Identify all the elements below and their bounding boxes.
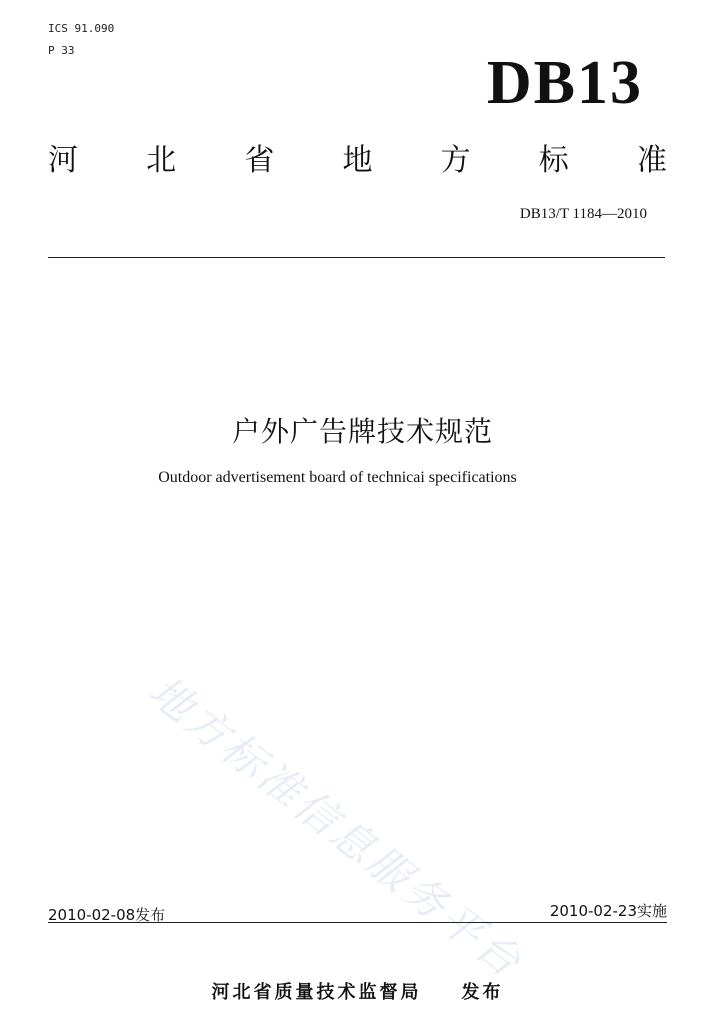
region-char: 河 — [48, 143, 78, 178]
region-char: 方 — [440, 143, 471, 178]
region-char: 地 — [342, 143, 373, 178]
implementation-date: 2010-02-23实施 — [549, 902, 667, 920]
watermark: 地方标准信息服务平台 — [139, 666, 533, 989]
region-char: 省 — [244, 143, 275, 178]
header-divider — [48, 257, 665, 258]
standard-mark: DB13 — [486, 49, 643, 117]
publish-action: 发布 — [461, 982, 504, 1003]
region-char: 北 — [146, 143, 177, 178]
issue-date: 2010-02-08发布 — [48, 906, 166, 924]
region-standard-banner — [48, 135, 667, 179]
publisher-name: 河北省质量技术监督局 — [211, 982, 422, 1003]
footer-divider — [48, 922, 667, 923]
document-title-chinese: 户外广告牌技术规范 — [231, 415, 493, 448]
category-code: P 33 — [48, 44, 75, 57]
standard-number: DB13/T 1184—2010 — [519, 206, 647, 222]
ics-code: ICS 91.090 — [48, 22, 115, 35]
region-char: 准 — [636, 143, 667, 178]
publisher-line — [0, 978, 715, 1004]
document-title-english: Outdoor advertisement board of technicai specifications — [158, 469, 517, 486]
region-char: 标 — [538, 143, 569, 178]
